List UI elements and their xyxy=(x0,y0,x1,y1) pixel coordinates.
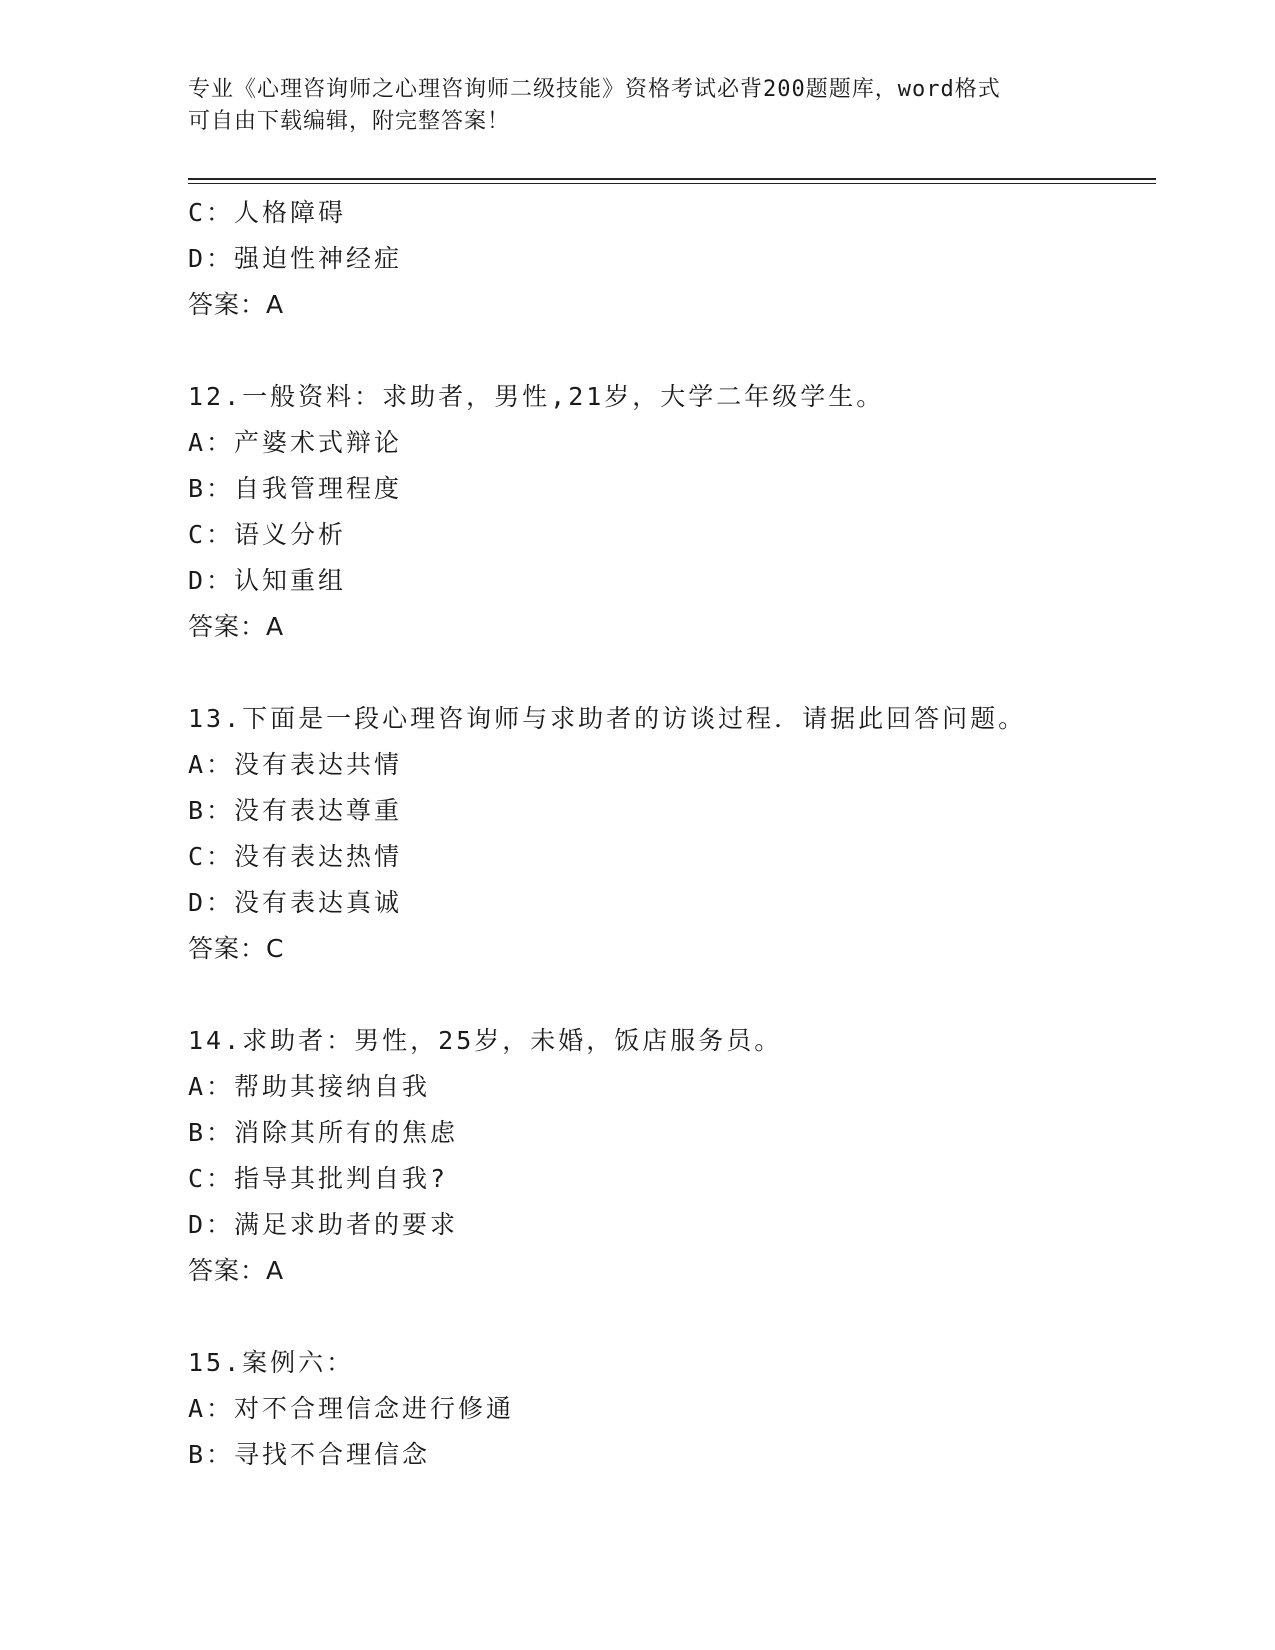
answer-line: 答案：A xyxy=(188,1256,285,1285)
option-c: C：没有表达热情 xyxy=(188,842,403,871)
option-d: D：满足求助者的要求 xyxy=(188,1210,459,1239)
option-b: B：寻找不合理信念 xyxy=(188,1440,431,1469)
spacer xyxy=(188,1294,1148,1340)
option-a: A：帮助其接纳自我 xyxy=(188,1072,431,1101)
answer-line: 答案：C xyxy=(188,934,285,963)
option-c: C：语义分析 xyxy=(188,520,347,549)
option-d: D：认知重组 xyxy=(188,566,347,595)
question-stem: 13.下面是一段心理咨询师与求助者的访谈过程．请据此回答问题。 xyxy=(188,704,1027,733)
answer-line: 答案：A xyxy=(188,290,285,319)
spacer xyxy=(188,328,1148,374)
question-stem: 14.求助者：男性，25岁，未婚，饭店服务员。 xyxy=(188,1026,783,1055)
answer-line: 答案：A xyxy=(188,612,285,641)
question-15 xyxy=(188,1340,1148,1478)
question-stem: 15.案例六： xyxy=(188,1348,355,1377)
question-fragment xyxy=(188,190,1148,328)
option-a: A：对不合理信念进行修通 xyxy=(188,1394,515,1423)
document-header xyxy=(188,74,1088,138)
option-a: A：没有表达共情 xyxy=(188,750,403,779)
header-divider-thin xyxy=(188,183,1156,184)
header-divider-thick xyxy=(188,178,1156,180)
option-c: C：人格障碍 xyxy=(188,198,347,227)
spacer xyxy=(188,972,1148,1018)
option-b: B：没有表达尊重 xyxy=(188,796,403,825)
header-title-line-2: 可自由下载编辑，附完整答案！ xyxy=(188,109,511,134)
spacer xyxy=(188,650,1148,696)
option-d: D：没有表达真诚 xyxy=(188,888,403,917)
question-13 xyxy=(188,696,1148,972)
option-b: B：消除其所有的焦虑 xyxy=(188,1118,459,1147)
option-c: C：指导其批判自我? xyxy=(188,1164,449,1193)
option-d: D：强迫性神经症 xyxy=(188,244,403,273)
question-list xyxy=(188,190,1148,1478)
question-stem: 12.一般资料：求助者，男性,21岁，大学二年级学生。 xyxy=(188,382,885,411)
header-title-line-1: 专业《心理咨询师之心理咨询师二级技能》资格考试必背200题题库，word格式 xyxy=(188,77,1001,102)
option-a: A：产婆术式辩论 xyxy=(188,428,403,457)
question-12 xyxy=(188,374,1148,650)
question-14 xyxy=(188,1018,1148,1294)
option-b: B：自我管理程度 xyxy=(188,474,403,503)
